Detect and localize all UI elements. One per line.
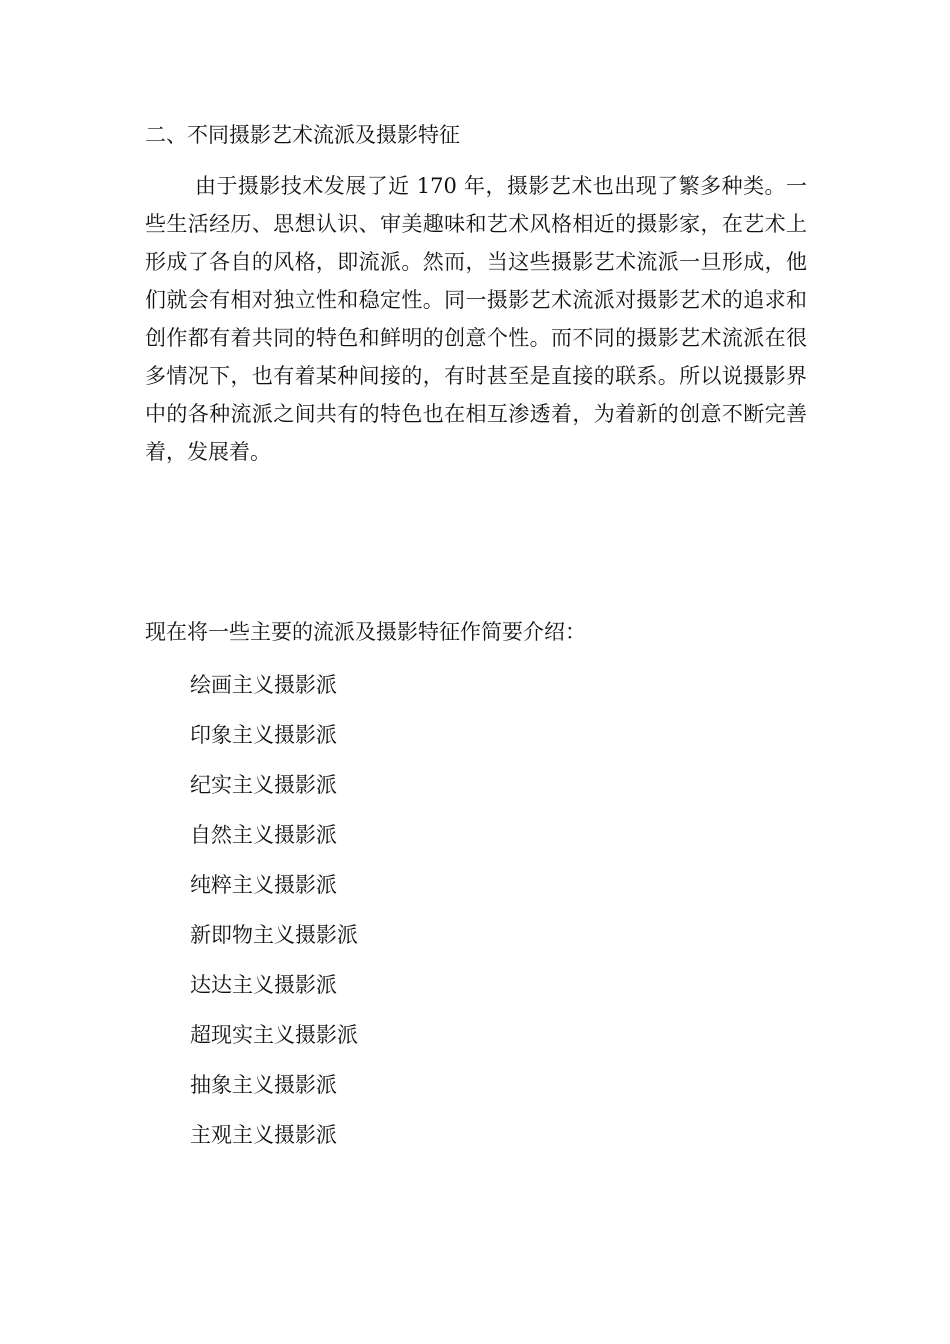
list-intro: 现在将一些主要的流派及摄影特征作简要介绍： <box>145 620 586 644</box>
list-item: 自然主义摄影派 <box>190 823 337 847</box>
list-item: 纯粹主义摄影派 <box>190 873 337 897</box>
list-item: 达达主义摄影派 <box>190 973 337 997</box>
list-item: 纪实主义摄影派 <box>190 773 337 797</box>
list-item: 抽象主义摄影派 <box>190 1073 337 1097</box>
section-heading: 二、不同摄影艺术流派及摄影特征 <box>145 123 460 147</box>
school-list <box>190 670 358 1170</box>
body-paragraph: 由于摄影技术发展了近 170 年，摄影艺术也出现了繁多种类。一些生活经历、思想认识、审美趣味和艺术风格相近的摄影家，在艺术上形成了各自的风格，即流派。然而，当这些摄影艺术流派一旦形成，他们就会有相对独立性和稳定性。同一摄影艺术流派对摄影艺术的追求和创作都有着共同的特色和鲜明的创意个性。而不同的摄影艺术流派在很多情况下，也有着某种间接的，有时甚至是直接的联系。所以说摄影界中的各种流派之间共有的特色也在相互渗透着，为着新的创意不断完善着，发展着。 <box>145 174 807 464</box>
list-item: 印象主义摄影派 <box>190 723 337 747</box>
list-item: 绘画主义摄影派 <box>190 673 337 697</box>
list-item: 新即物主义摄影派 <box>190 923 358 947</box>
list-item: 主观主义摄影派 <box>190 1123 337 1147</box>
list-item: 超现实主义摄影派 <box>190 1023 358 1047</box>
